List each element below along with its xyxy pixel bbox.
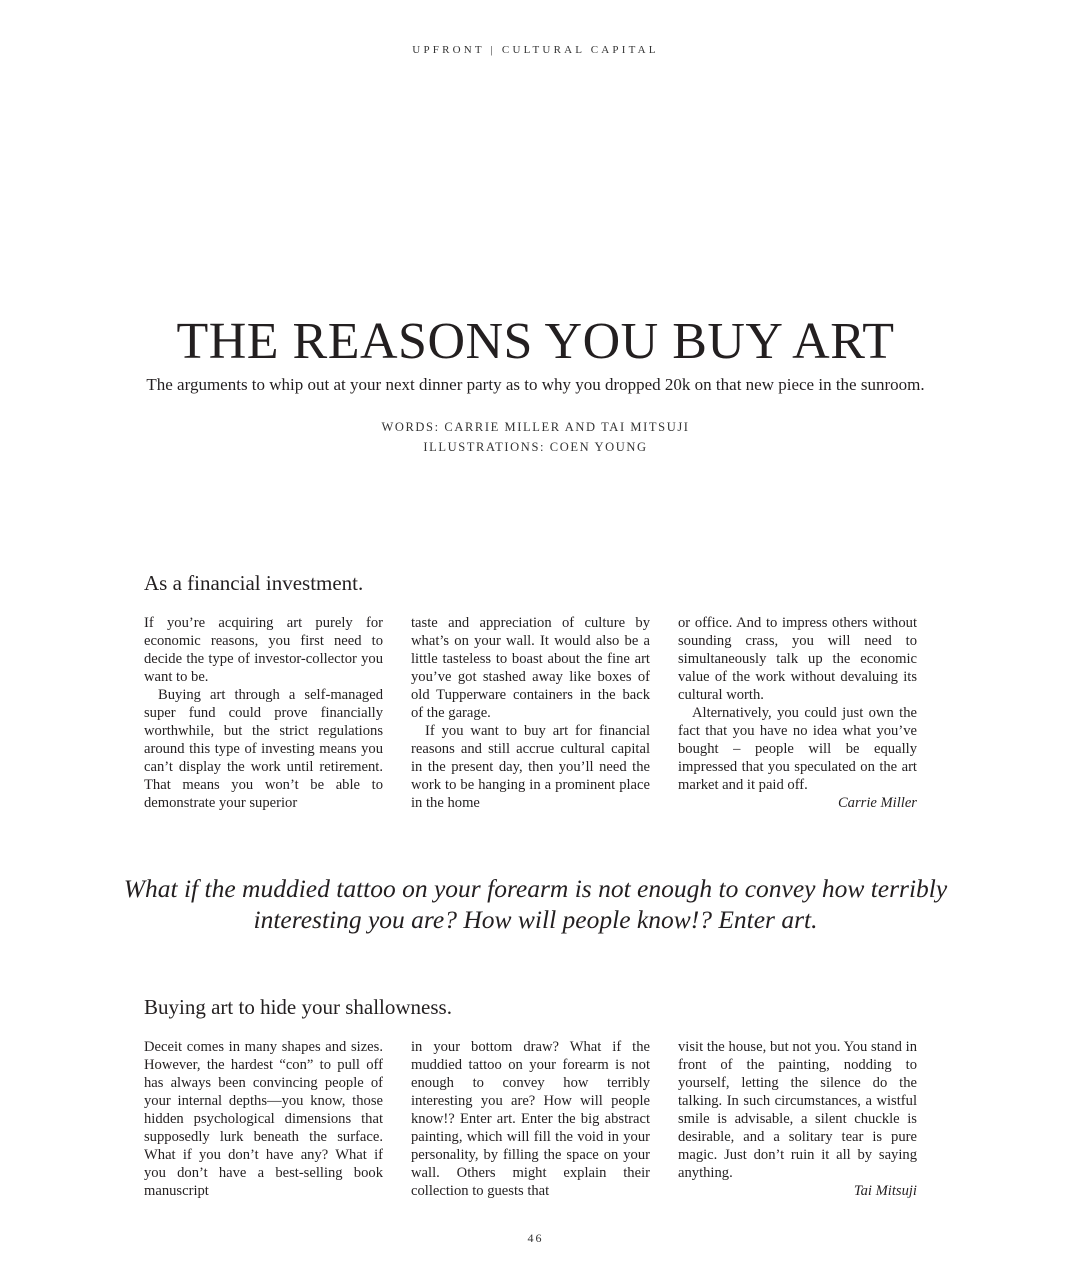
article-standfirst: The arguments to whip out at your next dinner party as to why you dropped 20k on that new piece in the sunroom. [146, 375, 925, 394]
running-head: UPFRONT | CULTURAL CAPITAL [412, 44, 659, 56]
author-byline: Tai Mitsuji [853, 1183, 917, 1199]
section-heading-financial: As a financial investment. [144, 571, 364, 595]
section-heading-shallowness: Buying art to hide your shallowness. [144, 995, 452, 1019]
paragraph: or office. And to impress others without sounding crass, you will need to simultaneously talk up the economic value of the work without devaluing its cultural worth. [678, 615, 917, 703]
section-financial-body [144, 614, 918, 812]
page-number: 46 [527, 1231, 544, 1245]
body-column-1 [144, 614, 383, 812]
paragraph: in your bottom draw? What if the muddied tattoo on your forearm is not enough to convey how terribly interesting you are? How will people know!? Enter art. Enter the big abstract painting, which will fill the void in your personality, by filling the space on your wall. Others might explain their collection to guests that [411, 1039, 650, 1199]
paragraph: Alternatively, you could just own the fact that you have no idea what you’ve bought – people will be equally impressed that you speculated on the art market and it paid off. [678, 705, 917, 793]
paragraph: Buying art through a self-managed super fund could prove financially worthwhile, but the strict regulations around this type of investing means you can’t display the work until retirement. That means you won’t be able to demonstrate your superior [144, 687, 383, 811]
body-column-3 [678, 1038, 917, 1200]
paragraph: Deceit comes in many shapes and sizes. However, the hardest “con” to pull off has always been convincing people of your internal depths—you know, those hidden psychological dimensions that supposedly lurk beneath the surface. What if you don’t have any? What if you don’t have a best-selling book manuscript [144, 1039, 383, 1199]
article-credits [0, 417, 1071, 457]
paragraph: taste and appreciation of culture by what’s on your wall. It would also be a little tasteless to boast about the fine art you’ve got stashed away like boxes of old Tupperware containers in the back of the garage. [411, 615, 650, 721]
section-shallowness-body [144, 1038, 918, 1200]
paragraph: visit the house, but not you. You stand in front of the painting, nodding to yourself, letting the silence do the talking. In such circumstances, a wistful smile is advisable, a silent chuckle is desirable, and a solitary tear is pure magic. Just don’t ruin it all by saying anything. [678, 1039, 917, 1181]
article-headline: THE REASONS YOU BUY ART [176, 313, 895, 370]
pull-quote: What if the muddied tattoo on your forearm is not enough to convey how terribly interesting you are? How will people know!? Enter art. [123, 874, 948, 934]
words-credit: WORDS: CARRIE MILLER AND TAI MITSUJI [381, 420, 690, 434]
paragraph: If you’re acquiring art purely for economic reasons, you first need to decide the type of investor-collector you want to be. [144, 615, 383, 685]
author-byline: Carrie Miller [837, 795, 917, 811]
illustrations-credit: ILLUSTRATIONS: COEN YOUNG [423, 440, 648, 454]
paragraph: If you want to buy art for financial reasons and still accrue cultural capital in the present day, then you’ll need the work to be hanging in a prominent place in the home [411, 723, 650, 811]
body-column-3 [678, 614, 917, 812]
body-column-2 [411, 1038, 650, 1200]
body-column-2 [411, 614, 650, 812]
body-column-1 [144, 1038, 383, 1200]
